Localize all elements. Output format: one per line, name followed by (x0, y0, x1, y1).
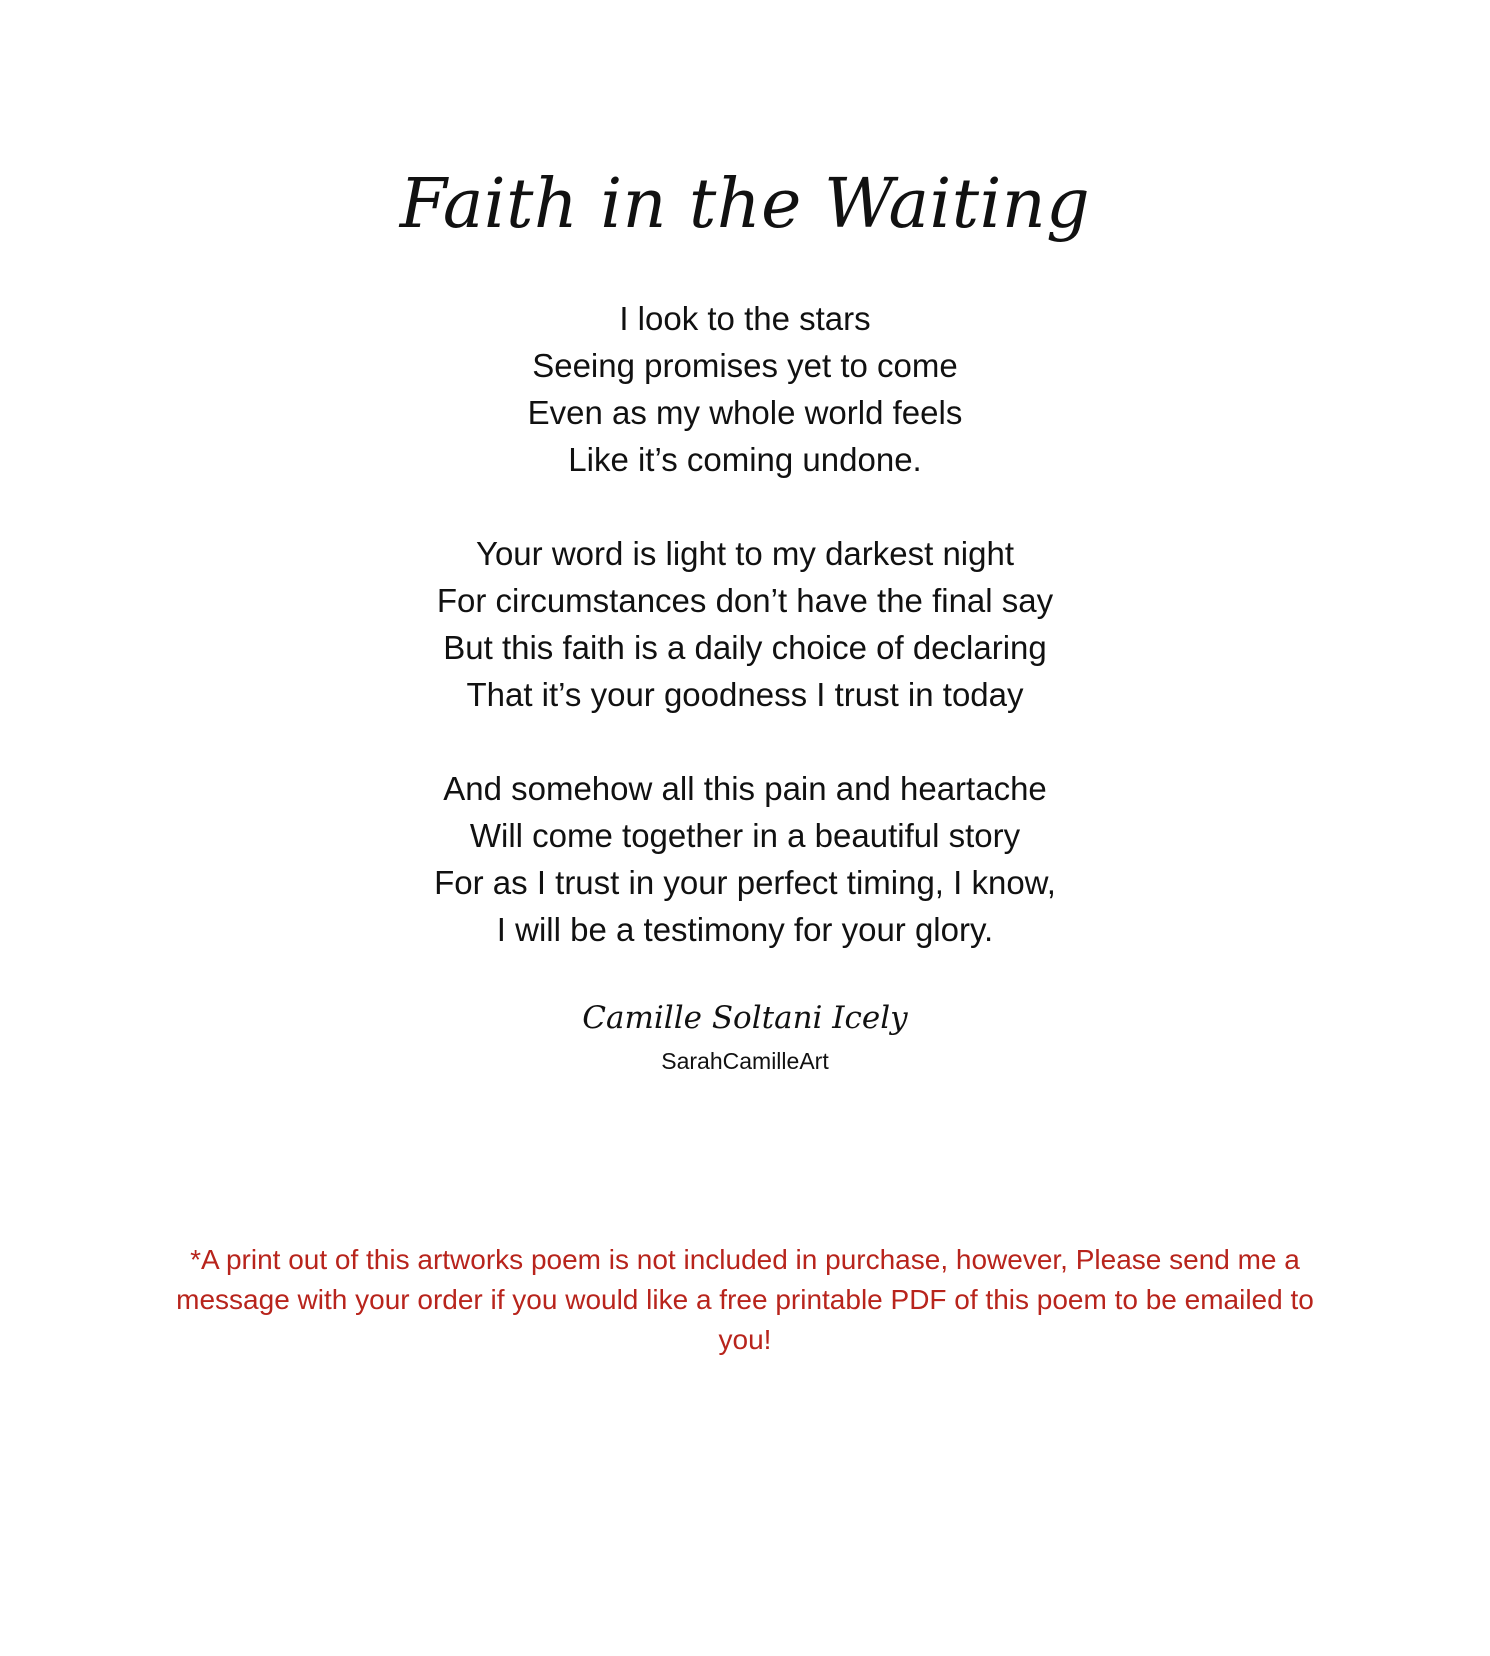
purchase-notice: *A print out of this artworks poem is not included in purchase, however, Please send me a message with your order if you would like a free printable PDF of this poem to be emailed to you! (176, 1244, 1314, 1355)
poem-line: Your word is light to my darkest night (475, 535, 1015, 572)
author-handle: SarahCamilleArt (661, 1048, 829, 1074)
poem-line: For circumstances don’t have the final say (436, 582, 1054, 619)
stanza-3 (0, 765, 1490, 953)
stanza-2 (0, 530, 1490, 718)
poem-body (0, 295, 1490, 1000)
stanza-1 (0, 295, 1490, 483)
poem-title: Faith in the Waiting (399, 165, 1091, 244)
poem-line: I will be a testimony for your glory. (496, 911, 994, 948)
poem-line: But this faith is a daily choice of declaring (443, 629, 1047, 666)
poem-line: Will come together in a beautiful story (469, 817, 1021, 854)
poem-line: For as I trust in your perfect timing, I know, (434, 864, 1056, 901)
poem-line: Even as my whole world feels (527, 394, 963, 431)
poem-line: Seeing promises yet to come (532, 347, 958, 384)
author-signature: Camille Soltani Icely (582, 1000, 908, 1036)
poem-line: I look to the stars (619, 300, 871, 337)
poem-line: That it’s your goodness I trust in today (466, 676, 1024, 713)
poem-line: Like it’s coming undone. (568, 441, 922, 478)
poem-line: And somehow all this pain and heartache (443, 770, 1047, 807)
